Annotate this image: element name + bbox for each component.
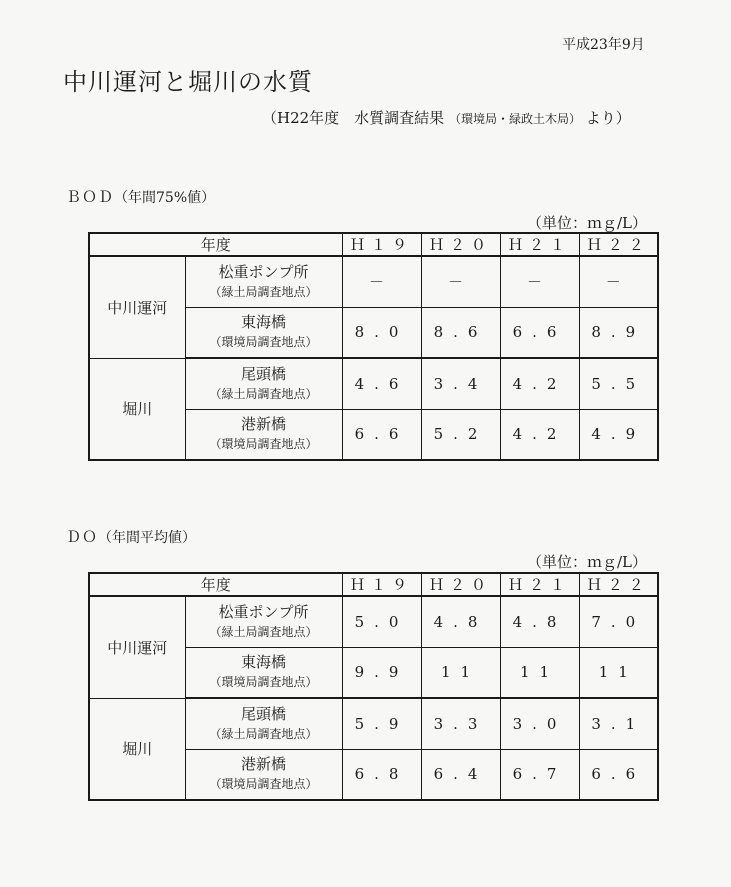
value-cell: － xyxy=(342,256,421,307)
year-header-label: 年度 xyxy=(89,573,342,596)
site-note: （緑土局調査地点） xyxy=(209,386,318,401)
site-name: 尾頭橋 xyxy=(241,364,287,383)
site-name: 東海橋 xyxy=(241,313,287,332)
year-header: Ｈ２２ xyxy=(579,233,658,256)
river-name: 堀川 xyxy=(89,358,185,460)
value-cell: 5.9 xyxy=(342,698,421,749)
value-cell: 6.4 xyxy=(421,749,500,800)
value-cell: 11 xyxy=(579,647,658,698)
site-cell xyxy=(185,749,342,800)
year-header-label: 年度 xyxy=(89,233,342,256)
subtitle-detail: （環境局・緑政土木局） xyxy=(448,112,581,126)
page-title: 中川運河と堀川の水質 xyxy=(63,68,313,96)
site-note: （環境局調査地点） xyxy=(209,675,318,690)
value-cell: 7.0 xyxy=(579,596,658,647)
year-header: Ｈ２２ xyxy=(579,573,658,596)
value-cell: － xyxy=(500,256,579,307)
header-row xyxy=(89,233,658,256)
year-header: Ｈ２１ xyxy=(500,573,579,596)
year-header: Ｈ１９ xyxy=(342,573,421,596)
site-cell xyxy=(185,256,342,307)
site-cell xyxy=(185,307,342,358)
value-cell: 6.6 xyxy=(500,307,579,358)
site-cell xyxy=(185,596,342,647)
site-note: （緑土局調査地点） xyxy=(209,726,318,741)
value-cell: 8.0 xyxy=(342,307,421,358)
value-cell: － xyxy=(579,256,658,307)
value-cell: 4.2 xyxy=(500,358,579,409)
value-cell: 11 xyxy=(421,647,500,698)
year-header: Ｈ２１ xyxy=(500,233,579,256)
do-section-title xyxy=(66,526,196,547)
do-heading: ＤＯ xyxy=(66,528,99,546)
site-cell xyxy=(185,698,342,749)
site-name: 港新橋 xyxy=(241,755,287,774)
site-name: 港新橋 xyxy=(241,415,287,434)
site-note: （緑土局調査地点） xyxy=(209,624,318,639)
bod-heading: ＢＯＤ xyxy=(66,188,115,206)
value-cell: 8.9 xyxy=(579,307,658,358)
value-cell: 3.0 xyxy=(500,698,579,749)
value-cell: 5.2 xyxy=(421,409,500,460)
value-cell: 6.6 xyxy=(579,749,658,800)
value-cell: 3.1 xyxy=(579,698,658,749)
site-name: 松重ポンプ所 xyxy=(218,602,309,621)
river-name: 堀川 xyxy=(89,698,185,800)
value-cell: 9.9 xyxy=(342,647,421,698)
subtitle-tail: より） xyxy=(585,109,631,127)
subtitle-main: （H22年度 水質調査結果 xyxy=(262,109,445,127)
value-cell: 4.2 xyxy=(500,409,579,460)
site-note: （環境局調査地点） xyxy=(209,335,318,350)
do-heading-note: （年間平均値） xyxy=(98,530,197,546)
table-row xyxy=(89,256,658,307)
table-row xyxy=(89,358,658,409)
value-cell: 5.0 xyxy=(342,596,421,647)
value-cell: 3.3 xyxy=(421,698,500,749)
value-cell: 6.6 xyxy=(342,409,421,460)
site-cell xyxy=(185,358,342,409)
value-cell: 5.5 xyxy=(579,358,658,409)
header-row xyxy=(89,573,658,596)
do-table xyxy=(88,572,659,801)
document-date: 平成23年9月 xyxy=(562,37,645,53)
table-row xyxy=(89,698,658,749)
site-cell xyxy=(185,409,342,460)
table-row xyxy=(89,596,658,647)
bod-unit: （単位：ｍｇ/L） xyxy=(527,214,648,232)
site-name: 東海橋 xyxy=(241,653,287,672)
bod-heading-note: （年間75%値） xyxy=(114,190,216,206)
bod-section-title xyxy=(66,186,215,207)
value-cell: 8.6 xyxy=(421,307,500,358)
year-header: Ｈ２０ xyxy=(421,573,500,596)
value-cell: 3.4 xyxy=(421,358,500,409)
value-cell: 6.7 xyxy=(500,749,579,800)
site-note: （環境局調査地点） xyxy=(209,777,318,792)
value-cell: － xyxy=(421,256,500,307)
do-unit: （単位：ｍｇ/L） xyxy=(527,553,648,571)
value-cell: 4.8 xyxy=(421,596,500,647)
site-note: （緑土局調査地点） xyxy=(209,284,318,299)
value-cell: 6.8 xyxy=(342,749,421,800)
value-cell: 4.6 xyxy=(342,358,421,409)
year-header: Ｈ２０ xyxy=(421,233,500,256)
site-cell xyxy=(185,647,342,698)
year-header: Ｈ１９ xyxy=(342,233,421,256)
value-cell: 11 xyxy=(500,647,579,698)
site-name: 松重ポンプ所 xyxy=(218,262,309,281)
value-cell: 4.9 xyxy=(579,409,658,460)
site-note: （環境局調査地点） xyxy=(209,437,318,452)
river-name: 中川運河 xyxy=(89,256,185,358)
site-name: 尾頭橋 xyxy=(241,704,287,723)
value-cell: 4.8 xyxy=(500,596,579,647)
bod-table xyxy=(88,232,659,461)
river-name: 中川運河 xyxy=(89,596,185,698)
page-subtitle xyxy=(262,107,631,128)
